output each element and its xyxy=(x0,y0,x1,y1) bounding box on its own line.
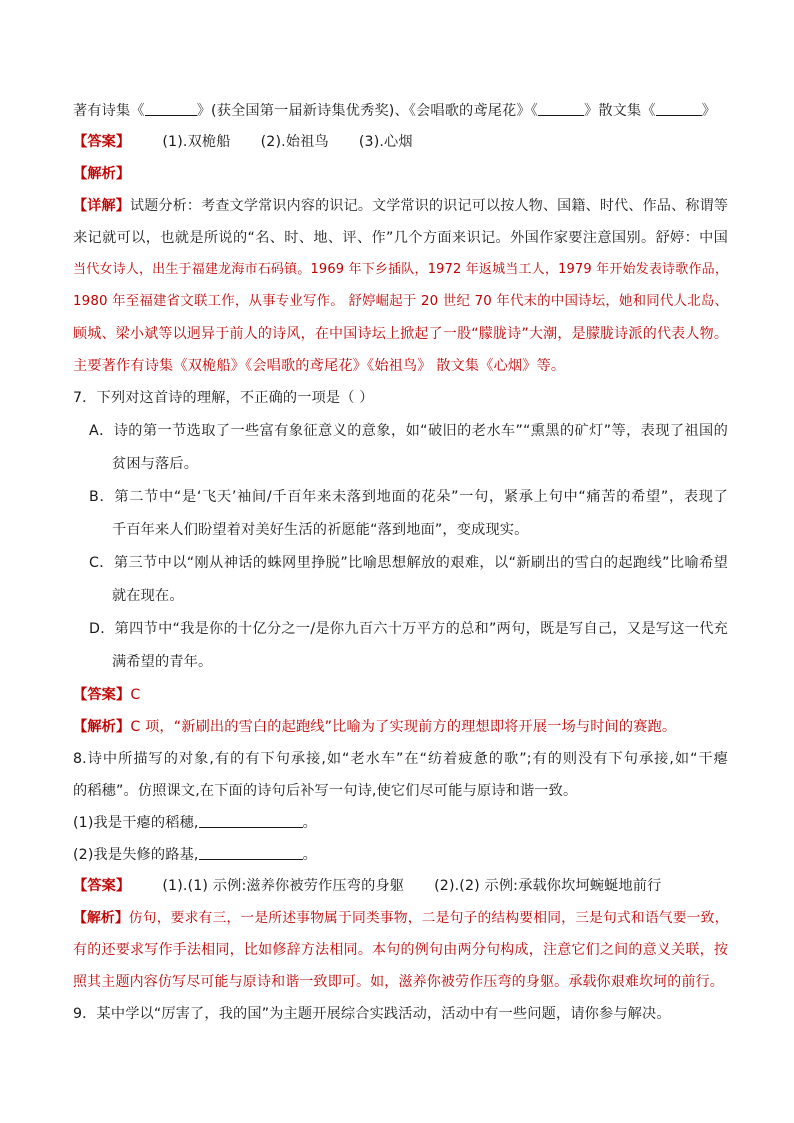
q7-option-b: B．第二节中“是‘飞天’袖间/千百年来未落到地面的花朵”一句，紧承上句中“痛苦的希望”，表现了 xyxy=(89,489,728,505)
q8-analysis-line: 照其主题内容仿写尽可能与原诗和谐一致即可。如，滋养你被劳作压弯的身躯。承载你艰难坎坷的前行。 xyxy=(73,974,724,990)
q7-option-c-cont: 就在现在。 xyxy=(112,588,184,604)
q6-detail-line: 1980 年至福建省文联工作，从事专业写作。 舒婷崛起于 20 世纪 70 年代末的中国诗坛，她和同代人北岛、 xyxy=(73,294,728,309)
q6-answer: 【答案】 (1).双桅船 (2).始祖鸟 (3).心烟 xyxy=(73,134,413,150)
q7-option-d: D．第四节中“我是你的十亿分之一/是你九百六十万平方的总和”两句，既是写自己，又是写这一代充 xyxy=(89,621,728,637)
q8-item-1: (1)我是干瘪的稻穗, 。 xyxy=(73,815,317,831)
q7-option-d-cont: 满希望的青年。 xyxy=(112,654,213,670)
answer-tag: 【答案】 xyxy=(73,134,131,150)
answer-blank xyxy=(199,845,303,860)
q6-detail-line: 【详解】试题分析：考查文学常识内容的识记。文学常识的识记可以按人物、国籍、时代、作品、称谓等 xyxy=(73,198,728,214)
q7-option-a: A．诗的第一节选取了一些富有象征意义的意象，如“破旧的老水车”“熏黑的矿灯”等，表现了祖国的 xyxy=(89,423,728,439)
answer-blank xyxy=(145,101,197,116)
q6-fill-line: 著有诗集《 》(获全国第一届新诗集优秀奖)、《会唱歌的鸢尾花》《 》散文集《 》 xyxy=(73,103,717,119)
q8-analysis-line: 【解析】仿句，要求有三，一是所述事物属于同类事物，二是句子的结构要相同，三是句式和语气要一致， xyxy=(73,910,729,926)
q8-question-line: 8.诗中所描写的对象,有的有下句承接,如“老水车”在“纺着疲惫的歌”;有的则没有下句承接,如“干瘪 xyxy=(73,751,728,767)
q7-question: 7．下列对这首诗的理解，不正确的一项是（ ） xyxy=(73,390,374,406)
q6-detail-line: 顾城、梁小斌等以迥异于前人的诗风，在中国诗坛上掀起了一股“朦胧诗”大潮，是朦胧诗派的代表人物。 xyxy=(73,326,728,342)
answer-blank xyxy=(199,813,303,828)
q6-detail-line: 当代女诗人，出生于福建龙海市石码镇。1969 年下乡插队，1972 年返城当工人，1979 年开始发表诗歌作品， xyxy=(73,262,728,277)
q7-answer: 【答案】C xyxy=(73,687,141,703)
q6-detail-line: 主要著作有诗集《双桅船》《会唱歌的鸢尾花》《始祖鸟》 散文集《心烟》等。 xyxy=(73,358,566,374)
q7-option-c: C．第三节中以“刚从神话的蛛网里挣脱”比喻思想解放的艰难，以“新刷出的雪白的起跑线”比喻希望 xyxy=(89,555,728,571)
q7-option-b-cont: 千百年来人们盼望着对美好生活的祈愿能“落到地面”，变成现实。 xyxy=(112,522,529,538)
q7-analysis: 【解析】C 项，“新刷出的雪白的起跑线”比喻为了实现前方的理想即将开展一场与时间的赛跑。 xyxy=(73,719,677,735)
q9-question: 9．某中学以“厉害了，我的国”为主题开展综合实践活动，活动中有一些问题，请你参与解决。 xyxy=(73,1006,671,1022)
q8-answer: 【答案】 (1).(1) 示例:滋养你被劳作压弯的身躯 (2).(2) 示例:承载你坎坷蜿蜒地前行 xyxy=(73,878,662,894)
q8-item-2: (2)我是失修的路基, 。 xyxy=(73,847,317,863)
q8-question-line: 的稻穗”。仿照课文,在下面的诗句后补写一句诗,使它们尽可能与原诗和谐一致。 xyxy=(73,783,578,799)
answer-blank xyxy=(656,101,702,116)
q8-analysis-line: 有的还要求写作手法相同，比如修辞方法相同。本句的例句由两分句构成，注意它们之间的意义关联，按 xyxy=(73,942,728,958)
q7-option-a-cont: 贫困与落后。 xyxy=(112,456,199,472)
answer-blank xyxy=(538,101,584,116)
q6-analysis-tag: 【解析】 xyxy=(73,166,131,182)
q6-detail-line: 来记就可以，也就是所说的“名、时、地、评、作”几个方面来识记。外国作家要注意国别。舒婷：中国 xyxy=(73,230,728,246)
